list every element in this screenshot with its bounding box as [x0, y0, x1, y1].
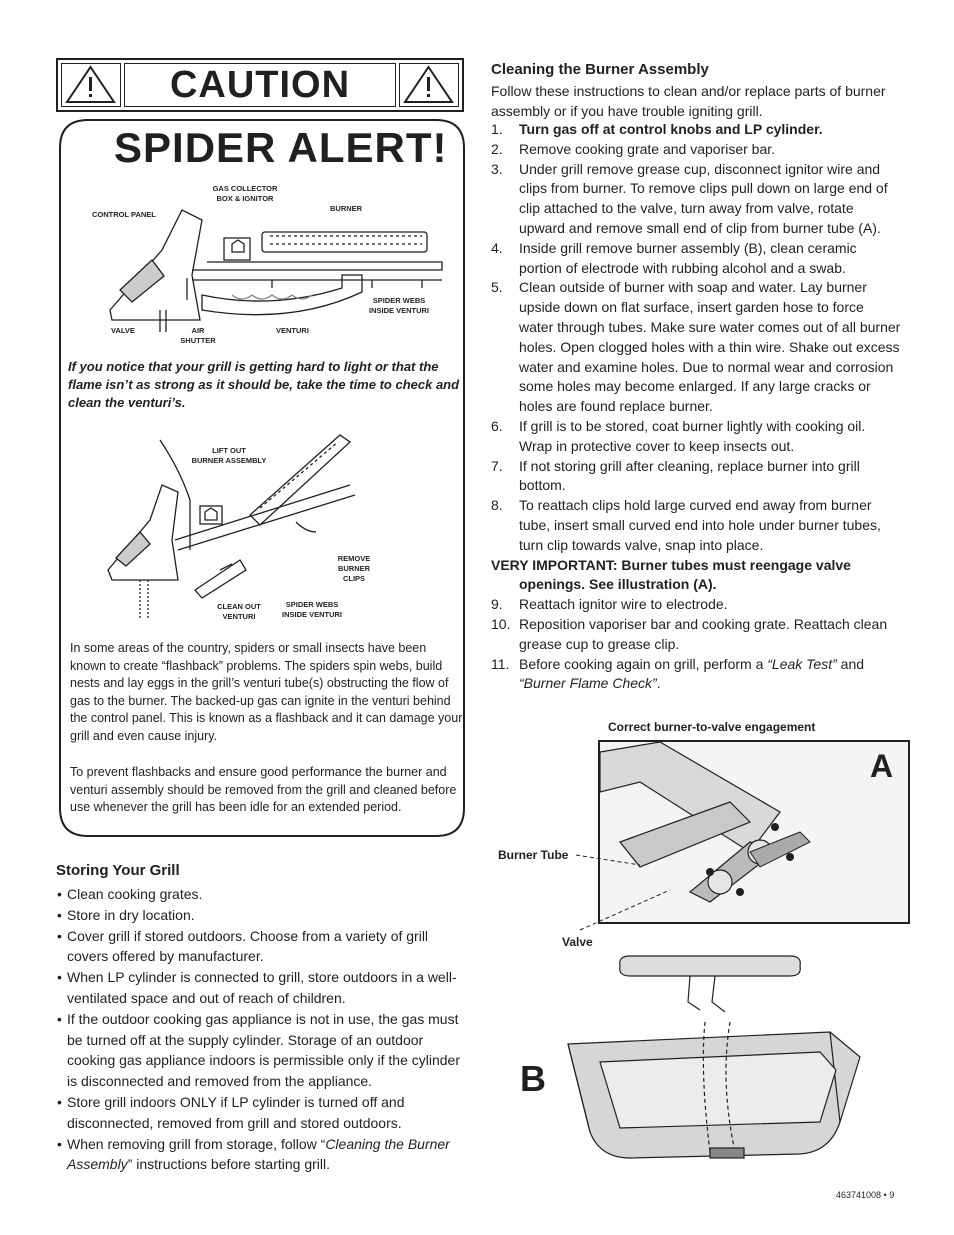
text: ” instructions before starting grill. [127, 1156, 330, 1173]
step-item [491, 496, 901, 555]
label-gas-collector: GAS COLLECTOR BOX & IGNITOR [212, 184, 278, 203]
link-ref: Cleaning the Burner Assembly [67, 1135, 450, 1173]
step-item [491, 239, 901, 279]
step-number: 5. [491, 279, 503, 296]
step-text: Remove cooking grate and vaporiser bar. [519, 140, 776, 157]
figure-b-label: B [520, 1058, 546, 1099]
label-spider-webs: SPIDER WEBS INSIDE VENTURI [368, 296, 429, 315]
important-note: VERY IMPORTANT: Burner tubes must reengage valve openings. See illustration (A). [491, 556, 851, 593]
step-text: Under grill remove grease cup, disconnect ignitor wire and clips from burner. To remove clips pull down on large end of clip attached to the valve, turn away from valve, rotate upward and remove small end of clip from burner tube (A). [519, 160, 888, 236]
flashback-paragraph: In some areas of the country, spiders or small insects have been known to create “flashback” problems. The spiders spin webs, build nests and lay eggs in the grill’s venturi tube(s) obstructing the flow of gas to the burner. The backed-up gas can ignite in the venturi behind the control panel. This is known as a flashback and it can damage your grill and even cause injury. [70, 641, 463, 743]
flame-check-ref: “Burner Flame Check” [519, 675, 657, 692]
step-item [491, 595, 901, 615]
list-item: • When LP cylinder is connected to grill, store outdoors in a well-ventilated space and out of reach of children. [56, 967, 466, 1009]
warning-triangle-icon [61, 63, 121, 107]
list-item: • Store grill indoors ONLY if LP cylinder is turned off and disconnected, removed from grill and stored outdoors. [56, 1092, 466, 1134]
list-item: • Cover grill if stored outdoors. Choose from a variety of grill covers offered by manufacturer. [56, 926, 466, 968]
label-remove-clips: REMOVE BURNER CLIPS [337, 554, 371, 583]
venturi-diagram [92, 180, 452, 350]
step-number: 9. [491, 596, 503, 613]
step-text: Reposition vaporiser bar and cooking grate. Reattach clean grease cup to grease clip. [519, 615, 888, 652]
list-item [56, 1134, 466, 1176]
step-text: Reattach ignitor wire to electrode. [519, 596, 728, 613]
storing-heading: Storing Your Grill [56, 862, 180, 879]
label-lift-out: LIFT OUT BURNER ASSEMBLY [191, 446, 267, 465]
step-item [491, 615, 901, 655]
step-text: Clean outside of burner with soap and water. Lay burner upside down on flat surface, insert garden hose to force water through tubes. Make sure water comes out of all burner holes. Open clogged holes with a thin wire. Shake out excess water and examine holes. Due to normal wear and corrosion some holes may become enlarged. If any large cracks or holes are found replace burner. [519, 279, 901, 415]
cleaning-steps [491, 120, 901, 694]
step-text: If not storing grill after cleaning, replace burner into grill bottom. [519, 457, 860, 494]
prevention-paragraph: To prevent flashbacks and ensure good performance the burner and venturi assembly should be removed from the grill and cleaned before use whenever the grill has been idle for an extended period. [70, 765, 457, 815]
burner-tube-label: Burner Tube [498, 848, 569, 862]
valve-label: Valve [562, 935, 593, 949]
storing-list [56, 884, 466, 1175]
list-item: • Clean cooking grates. [56, 884, 466, 905]
label-air-shutter: AIR SHUTTER [180, 326, 216, 345]
label-control-panel: CONTROL PANEL [92, 210, 156, 219]
step-number: 6. [491, 417, 503, 434]
label-valve: VALVE [111, 326, 135, 335]
step-number: 1. [491, 121, 503, 137]
label-burner: BURNER [330, 204, 363, 213]
cleaning-intro: Follow these instructions to clean and/or replace parts of burner assembly or if you have trouble igniting grill. [491, 83, 886, 119]
label-venturi: VENTURI [276, 326, 309, 335]
label-clean-out: CLEAN OUT VENTURI [217, 602, 261, 621]
step-item [491, 417, 901, 457]
caution-banner [56, 58, 464, 112]
step-text: To reattach clips hold large curved end away from burner tube, insert small curved end into hole under burner tubes, turn clip towards valve, snap into place. [519, 497, 881, 553]
venturi-note: If you notice that your grill is getting hard to light or that the flame isn’t as strong as it should be, take the time to check and clean the venturi’s. [68, 359, 460, 410]
step-item [491, 655, 901, 695]
spider-alert-title: SPIDER ALERT! [114, 124, 448, 171]
step-number: 2. [491, 140, 503, 157]
step-text: Turn gas off at control knobs and LP cylinder. [519, 121, 823, 137]
leak-test-ref: “Leak Test” [767, 655, 837, 672]
step-number: 8. [491, 497, 503, 514]
step-item [491, 120, 901, 140]
leader-lines [560, 840, 680, 940]
grill-bottom-illustration [560, 952, 870, 1167]
text: When removing grill from storage, follow “ [67, 1135, 326, 1152]
page-footer: 463741008 • 9 [836, 1190, 895, 1200]
list-item: • If the outdoor cooking gas appliance is not in use, the gas must be turned off at the supply cylinder. Storage of an outdoor cooking gas appliance indoors is permissible only if the cylinder is disconnected and removed from the appliance. [56, 1009, 466, 1092]
list-item: • Store in dry location. [56, 905, 466, 926]
step-text: Inside grill remove burner assembly (B), clean ceramic portion of electrode with rubbing alcohol and a swab. [519, 239, 857, 276]
step-number: 4. [491, 239, 503, 256]
figure-caption: Correct burner-to-valve engagement [608, 720, 816, 734]
step-item [491, 457, 901, 497]
caution-title: CAUTION [124, 63, 396, 107]
step-number: 11. [491, 655, 510, 672]
step-item [491, 140, 901, 160]
warning-triangle-icon [399, 63, 459, 107]
step-text: . [656, 675, 661, 692]
step-text: If grill is to be stored, coat burner lightly with cooking oil. Wrap in protective cover to keep insects out. [519, 417, 866, 454]
cleaning-heading: Cleaning the Burner Assembly [491, 61, 709, 78]
step-number: 3. [491, 160, 503, 177]
step-number: 10. [491, 615, 511, 632]
step-text: Before cooking again on grill, perform a [519, 655, 768, 672]
step-item [491, 278, 901, 417]
step-number: 7. [491, 457, 503, 474]
figure-a-label: A [870, 748, 894, 784]
step-item [491, 160, 901, 239]
label-spider-webs-2: SPIDER WEBS INSIDE VENTURI [281, 600, 342, 619]
step-text: and [836, 655, 865, 672]
